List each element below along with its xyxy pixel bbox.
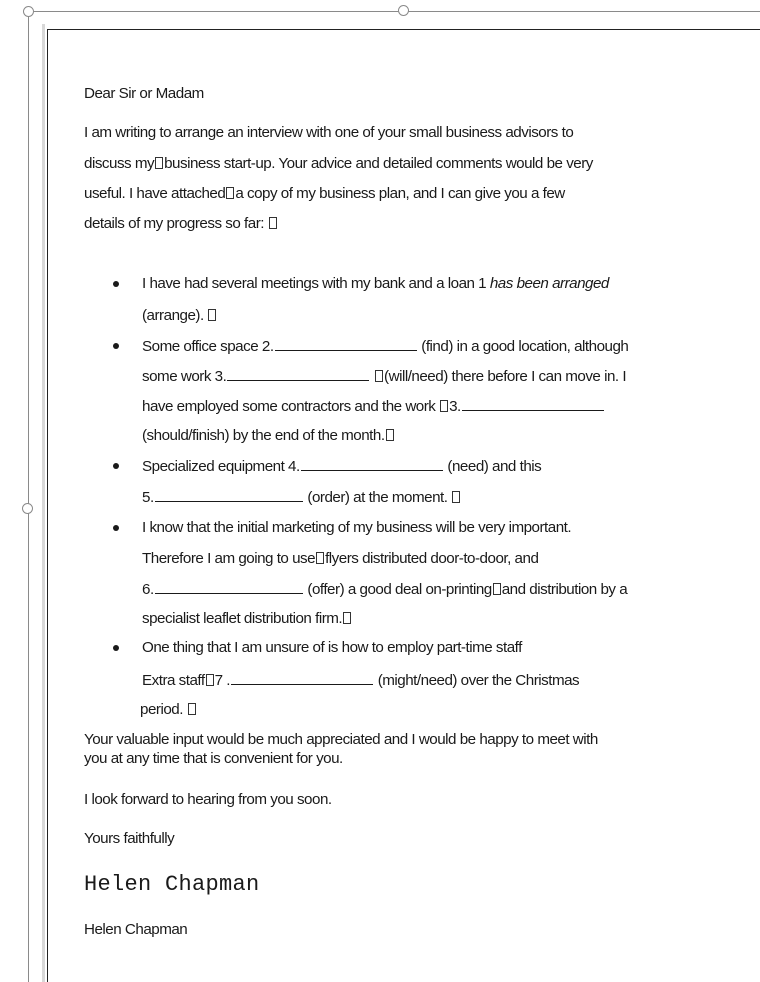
bullet-icon [113,463,119,469]
gap-4-blank[interactable] [301,456,443,471]
look-forward-line: I look forward to hearing from you soon. [84,791,332,808]
gap-6-blank[interactable] [155,579,303,594]
bullet-line: have employed some contractors and the work 3. [142,396,605,417]
bullet-line: some work 3. (will/need) there before I can move in. I [142,368,627,385]
bullet-icon [113,281,119,287]
bullet-line: 6. (offer) a good deal on-printing and distribution by a [142,581,628,598]
closing-paragraph: you at any time that is convenient for you. [84,750,343,767]
bullet-line: Specialized equipment 4. (need) and this [142,458,542,475]
gap-2-blank[interactable] [275,336,417,351]
bullet-icon [113,525,119,531]
signature: Helen Chapman [84,872,260,897]
salutation: Dear Sir or Madam [84,85,204,102]
placeholder-box-icon [375,370,383,382]
resize-handle-middle-left[interactable] [22,503,33,514]
placeholder-box-icon [343,612,351,624]
bullet-line: Some office space 2. (find) in a good location, although [142,338,629,355]
intro-line: discuss my business start-up. Your advice and detailed comments would be very [84,155,593,172]
bullet-line: Extra staff 7 . (might/need) over the Christmas [142,672,580,689]
bullet-line: 5. (order) at the moment. [142,487,461,508]
bullet-line: (arrange). [142,306,217,326]
page-curl-icon [713,970,760,982]
placeholder-box-icon [440,400,448,412]
placeholder-box-icon [316,552,324,564]
page-shadow [42,24,45,982]
placeholder-box-icon [208,309,216,321]
bullet-icon [113,343,119,349]
sender-name: Helen Chapman [84,921,188,938]
intro-line: I am writing to arrange an interview with one of your small business advisors to [84,124,574,141]
intro-line: useful. I have attached a copy of my business plan, and I can give you a few [84,185,565,202]
answer-example: has been arranged [489,275,609,292]
placeholder-box-icon [206,674,214,686]
bullet-line: period. [140,700,197,720]
placeholder-box-icon [269,217,277,229]
bullet-line: Therefore I am going to use flyers distributed door-to-door, and [142,550,539,567]
placeholder-box-icon [188,703,196,715]
bullet-line: (should/finish) by the end of the month. [142,426,395,446]
bullet-line: One thing that I am unsure of is how to employ part-time staff [142,639,522,656]
gap-7-blank[interactable] [231,670,373,685]
gap-3b-blank[interactable] [462,396,604,411]
placeholder-box-icon [226,187,234,199]
placeholder-box-icon [493,583,501,595]
resize-handle-top-middle[interactable] [398,5,409,16]
bullet-line: specialist leaflet distribution firm. [142,609,352,629]
resize-handle-top-left[interactable] [23,6,34,17]
placeholder-box-icon [386,429,394,441]
bullet-line: I know that the initial marketing of my business will be very important. [142,519,572,536]
placeholder-box-icon [452,491,460,503]
intro-line: details of my progress so far: [84,214,278,234]
bullet-icon [113,645,119,651]
gap-3-blank[interactable] [227,366,369,381]
bullet-line: I have had several meetings with my bank and a loan 1 has been arranged [142,275,609,292]
gap-5-blank[interactable] [155,487,303,502]
closing-paragraph: Your valuable input would be much appreciated and I would be happy to meet with [84,731,598,748]
placeholder-box-icon [155,157,163,169]
sign-off: Yours faithfully [84,830,175,847]
